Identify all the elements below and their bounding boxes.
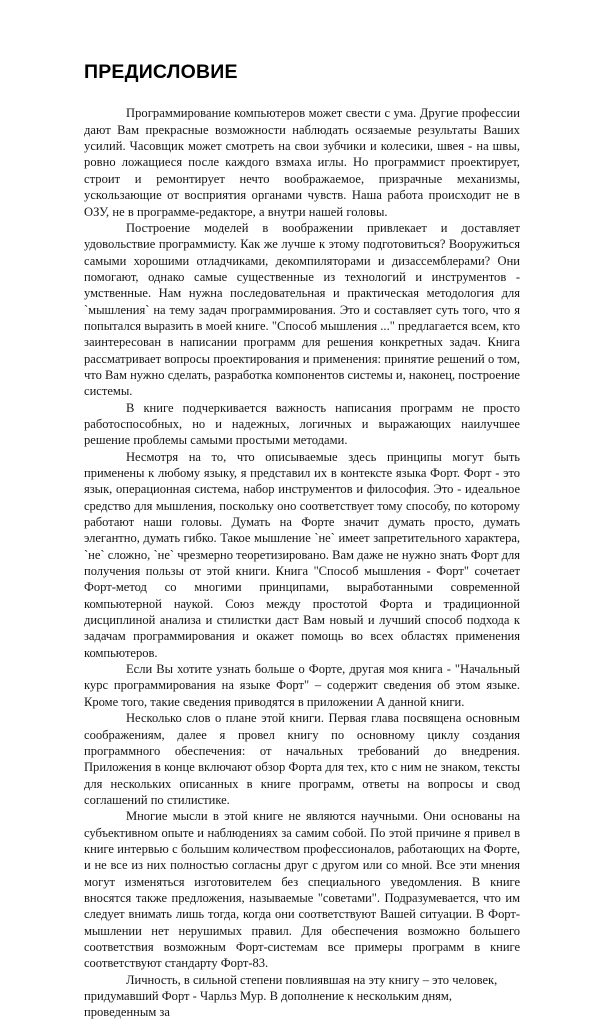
document-body: [84, 62, 520, 1021]
paragraph: Если Вы хотите узнать больше о Форте, другая моя книга - "Начальный курс программирования на языке Форт" – содержит сведения об этом языке. Кроме того, такие сведения приводятся в приложении А данной книги.: [84, 662, 520, 709]
paragraph: В книге подчеркивается важность написания программ не просто работоспособных, но и надежных, логичных и выражающих наилучшее решение проблемы самыми простыми методами.: [84, 400, 520, 448]
paragraph: Несколько слов о плане этой книги. Первая глава посвящена основным соображениям, далее я провел книгу по основному циклу создания программного обеспечения: от начальных требований до внедрения. Приложения в конце включают обзор Форта для тех, кто с ним не знаком, тексты для нескольких описанных в книге программ, ответы на вопросы и свод соглашений по стилистике.: [84, 711, 520, 807]
paragraph: Многие мысли в этой книге не являются научными. Они основаны на субъективном опыте и наблюдениях за самим собой. По этой причине я привел в книге интервью с большим количеством профессионалов, работающих на Форте, и не все из них полностью согласны друг с другом или со мной. Все эти мнения могут изменяться изготовителем без специального уведомления. В книге вносятся также предложения, называемые "советами". Подразумевается, что им следует внимать лишь тогда, когда они соответствуют Вашей ситуации. В Форт-мышлении нет нерушимых правил. Для обеспечения возможно большего соответствия возможным Форт-системам все примеры программ в книге соответствуют стандарту Форт-83.: [84, 809, 520, 971]
page-title: ПРЕДИСЛОВИЕ: [84, 61, 238, 83]
paragraph: Построение моделей в воображении привлекает и доставляет удовольствие программисту. Как же лучше к этому подготовиться? Вооружиться самыми хорошими отладчиками, декомпиляторами и дизассемблерами? Они помогают, однако самые существенные из технологий и инструментов - умственные. Нам нужна последовательная и практическая методология для `мышления` на тему задач программирования. Это и составляет суть того, что я попытался выразить в моей книге. "Способ мышления ..." предлагается всем, кто заинтересован в написании программ для решения конкретных задач. Книга рассматривает вопросы проектирования и применения: принятие решений о том, что Вам нужно сделать, разработка компонентов системы и, наконец, построение системы.: [84, 220, 520, 399]
paragraph: Несмотря на то, что описываемые здесь принципы могут быть применены к любому языку, я представил их в контексте языка Форт. Форт - это язык, операционная система, набор инструментов и философия. Это - идеальное средство для мышления, поскольку оно соответствует тому способу, по которому работают наши головы. Думать на Форте значит думать просто, думать элегантно, думать гибко. Такое мышление `не` имеет запретительного характера, `не` сложно, `не` чрезмерно теоретизировано. Вам даже не нужно знать Форт для получения пользы от этой книги. Книга "Способ мышления - Форт" сочетает Форт-метод со многими принципами, выработанными современной компьютерной наукой. Союз между простотой Форта и традиционной дисциплиной анализа и стилистки даст Вам новый и лучший способ подхода к задачам программирования и окажет помощь во всех областях применения компьютеров.: [84, 449, 520, 660]
paragraph: Программирование компьютеров может свести с ума. Другие профессии дают Вам прекрасные возможности наблюдать осязаемые результаты Ваших усилий. Часовщик может смотреть на свои зубчики и колесики, швея - на швы, ровно ложащиеся после каждого взмаха иглы. Но программист проектирует, строит и ремонтирует нечто воображаемое, призрачные механизмы, ускользающие от восприятия органами чувств. Наша работа происходит не в ОЗУ, не в программе-редакторе, а внутри нашей головы.: [84, 106, 520, 219]
paragraph: Личность, в сильной степени повлиявшая на эту книгу – это человек, придумавший Форт - Чарльз Мур. В дополнение к нескольким дням, проведенным за: [84, 972, 498, 1020]
